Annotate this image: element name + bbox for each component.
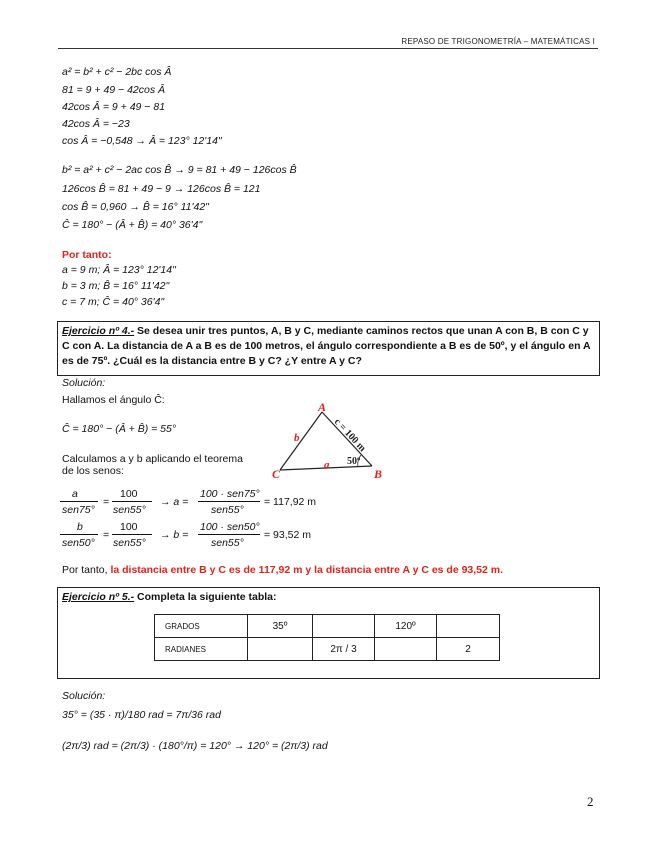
eq-cosB-1: b² = a² + c² − 2ac cos B̂ → 9 = 81 + 49 − 126cos B̂ [62,164,297,176]
conclusion-line-a: a = 9 m; Â = 123° 12'14" [62,264,176,276]
exercise5-statement: Completa la siguiente tabla: [137,591,277,603]
eq-a-den3: sen55° [211,504,244,516]
side-c-label: c = 100 m [331,416,368,455]
eq-b-arrow: → b = [160,529,189,541]
page-header: REPASO DE TRIGONOMETRÍA – MATEMÁTICAS I [401,37,595,46]
exercise4-answer-prefix: Por tanto, [62,564,111,576]
exercise5-solution-label: Solución: [62,690,106,702]
eq-cosA-2: 81 = 9 + 49 − 42cos Â [62,84,166,96]
table-cell: 120º [375,615,437,638]
exercise5-title: Ejercicio nº 5.- [62,591,135,603]
table-cell: 2π / 3 [313,638,375,661]
triangle-diagram [270,400,390,485]
eq-cosA-3: 42cos Â = 9 + 49 − 81 [62,101,166,113]
eq-b-num2: 100 [120,521,138,533]
eq-cosA-1: a² = b² + c² − 2bc cos Â [62,66,172,78]
table-row-degrees [155,615,500,638]
angle-b-label: 50º [347,456,361,467]
vertex-a-label: A [318,400,327,414]
eq-b-bar1 [60,534,98,535]
eq-a-num2: 100 [120,488,138,500]
exercise5-line2: (2π/3) rad = (2π/3) · (180°/π) = 120° → 120° = (2π/3) rad [62,740,328,752]
exercise4-sines-intro-2: de los senos: [62,465,124,477]
table-cell: 35º [248,615,313,638]
exercise5-text [62,590,277,605]
exercise4-angle-c: Ĉ = 180° − (Â + B̂) = 55° [62,423,177,435]
eq-b-num3: 100 · sen50° [200,521,260,533]
eq-b-den1: sen50° [62,537,95,549]
exercise4-statement: Se desea unir tres puntos, A, B y C, mediante caminos rectos que unan A con B, B con C y C con A. La distancia de A a B es de 100 metros, el ángulo correspondiente a B es de 50º, y el ángulo en A es de 75º. ¿Cuál es la distancia entre B y C? ¿Y entre A y C? [62,325,591,367]
exercise4-title: Ejercicio nº 4.- [62,325,135,337]
eq-b-bar3 [198,534,260,535]
eq-a-num3: 100 · sen75° [200,488,260,500]
conclusion-line-c: c = 7 m; Ĉ = 40° 36'4" [62,296,165,308]
eq-b-equals: = [103,529,110,541]
table-cell [248,638,313,661]
eq-a-arrow: → a = [160,496,189,508]
eq-a-equals: = [103,496,110,508]
side-b-label: b [294,432,300,444]
exercise4-text [62,324,596,369]
exercise5-line1: 35° = (35 · π)/180 rad = 7π/36 rad [62,709,221,721]
eq-a-bar2 [112,501,152,502]
vertex-c-label: C [272,467,281,481]
table-cell: GRADOS [155,615,248,638]
eq-cosA-4: 42cos Â = −23 [62,118,130,130]
conversion-table [154,614,500,661]
eq-cosB-3: cos B̂ = 0,960 → B̂ = 16° 11'42" [62,201,209,213]
eq-a-den1: sen75° [62,504,95,516]
page-number: 2 [587,794,594,809]
exercise4-answer: la distancia entre B y C es de 117,92 m y la distancia entre A y C es de 93,52 m. [110,564,504,576]
eq-a-result: = 117,92 m [264,496,317,508]
table-cell: RADIANES [155,638,248,661]
eq-a-bar3 [198,501,260,502]
eq-b-bar2 [112,534,152,535]
table-row-radians [155,638,500,661]
eq-a-bar1 [60,501,98,502]
table-cell [375,638,437,661]
eq-a-num1: a [72,488,78,500]
exercise4-sines-intro-1: Calculamos a y b aplicando el teorema [62,453,243,465]
vertex-b-label: B [374,467,383,481]
exercise4-solution-label: Solución: [62,377,106,389]
exercise4-intro: Hallamos el ángulo Ĉ: [62,394,165,406]
header-rule [58,48,598,49]
table-cell [437,615,500,638]
eq-cosB-2: 126cos B̂ = 81 + 49 − 9 → 126cos B̂ = 121 [62,183,261,195]
exercise4-answer-line [62,564,503,576]
eq-angle-C: Ĉ = 180° − (Â + B̂) = 40° 36'4" [62,219,203,231]
exercise4-box [57,321,600,376]
eq-b-num1: b [77,521,83,533]
side-b-line [280,412,322,470]
eq-b-den2: sen55° [113,537,146,549]
eq-cosA-5: cos Â = −0,548 → Â = 123° 12'14" [62,135,222,147]
table-cell [313,615,375,638]
eq-a-den2: sen55° [113,504,146,516]
eq-b-result: = 93,52 m [264,529,311,541]
conclusion-label: Por tanto: [62,249,112,261]
table-cell: 2 [437,638,500,661]
side-a-label: a [324,459,330,471]
conclusion-line-b: b = 3 m; B̂ = 16° 11'42" [62,280,170,292]
eq-b-den3: sen55° [211,537,244,549]
